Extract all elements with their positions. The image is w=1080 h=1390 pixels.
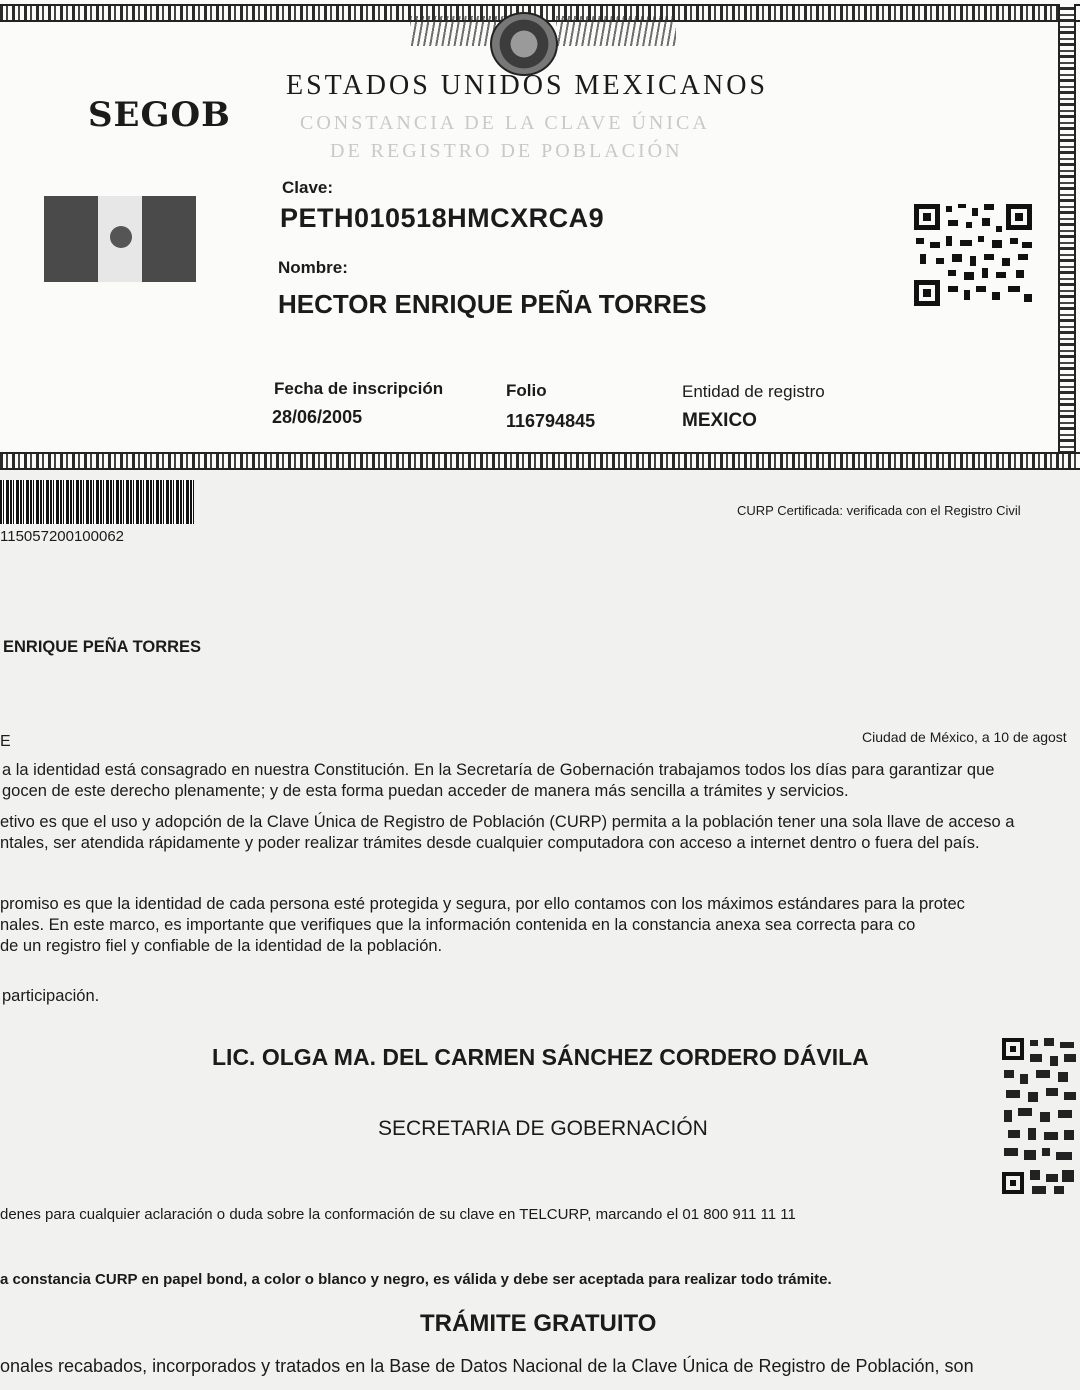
paragraph-2-line-2: ntales, ser atendida rápidamente y poder realizar trámites desde cualquier computadora con acceso a internet dentro o fuera del país. [0, 834, 980, 852]
clave-value: PETH010518HMCXRCA9 [280, 203, 605, 233]
paragraph-4-line-1: participación. [2, 987, 100, 1005]
curp-certified-note: CURP Certificada: verificada con el Registro Civil [737, 503, 1021, 518]
fecha-value: 28/06/2005 [272, 407, 363, 427]
flag-icon [44, 196, 196, 282]
country-title: ESTADOS UNIDOS MEXICANOS [286, 70, 769, 101]
signatory-name: LIC. OLGA MA. DEL CARMEN SÁNCHEZ CORDERO DÁVILA [212, 1044, 869, 1070]
paragraph-4 [2, 986, 99, 1007]
qr-code-icon [1000, 1036, 1080, 1196]
paragraph-1-line-1: a la identidad está consagrado en nuestra Constitución. En la Secretaría de Gobernación trabajamos todos los días para garantizar que [2, 761, 995, 779]
paragraph-3-line-2: nales. En este marco, es importante que verifiques que la información contenida en la constancia anexa sea correcta para co [0, 916, 916, 934]
agency-logo: SEGOB [88, 95, 231, 135]
crest-icon [490, 12, 558, 76]
faint-subtitle-2: DE REGISTRO DE POBLACIÓN [330, 140, 683, 162]
paragraph-1-line-2: gocen de este derecho plenamente; y de esta forma puedan acceder de manera más sencilla a trámites y servicios. [2, 782, 849, 800]
nombre-label: Nombre: [278, 258, 348, 277]
qr-code-icon [912, 202, 1034, 308]
certificate-border-right [1058, 4, 1076, 466]
crest-wing-right [556, 16, 676, 46]
recipient-name: ENRIQUE PEÑA TORRES [3, 638, 202, 656]
entidad-label: Entidad de registro [682, 382, 825, 401]
faint-subtitle-1: CONSTANCIA DE LA CLAVE ÚNICA [300, 112, 710, 134]
telcurp-line: denes para cualquier aclaración o duda sobre la conformación de su clave en TELCURP, marcando el 01 800 911 11 11 [0, 1206, 796, 1223]
clave-label: Clave: [282, 178, 334, 197]
paragraph-3 [0, 894, 965, 957]
paragraph-3-line-3: de un registro fiel y confiable de la identidad de la población. [0, 937, 443, 955]
paragraph-2-line-1: etivo es que el uso y adopción de la Clave Única de Registro de Población (CURP) permita a la población tener una sola llave de acceso a [0, 813, 1015, 831]
footer-line: onales recabados, incorporados y tratados en la Base de Datos Nacional de la Clave Única de Registro de Población, son [0, 1356, 974, 1376]
certificate-border-bottom [0, 452, 1080, 470]
nombre-value: HECTOR ENRIQUE PEÑA TORRES [278, 289, 707, 319]
paragraph-3-line-1: promiso es que la identidad de cada persona esté protegida y segura, por ello contamos con los máximos estándares para la protec [0, 895, 965, 913]
free-service-title: TRÁMITE GRATUITO [420, 1310, 657, 1337]
curp-certificate [0, 0, 1080, 470]
place-date: Ciudad de México, a 10 de agost [862, 729, 1067, 745]
paragraph-2 [0, 812, 1014, 854]
salutation-fragment: E [0, 733, 11, 750]
signatory-role: SECRETARIA DE GOBERNACIÓN [378, 1117, 708, 1140]
folio-value: 116794845 [506, 411, 596, 431]
barcode-number: 115057200100062 [0, 528, 125, 545]
fecha-label: Fecha de inscripción [274, 379, 444, 398]
entidad-value: MEXICO [682, 410, 757, 431]
barcode-icon [0, 480, 194, 524]
validity-line: a constancia CURP en papel bond, a color o blanco y negro, es válida y debe ser aceptada para realizar todo trámite. [0, 1271, 832, 1288]
folio-label: Folio [506, 381, 547, 400]
paragraph-1 [2, 760, 994, 802]
